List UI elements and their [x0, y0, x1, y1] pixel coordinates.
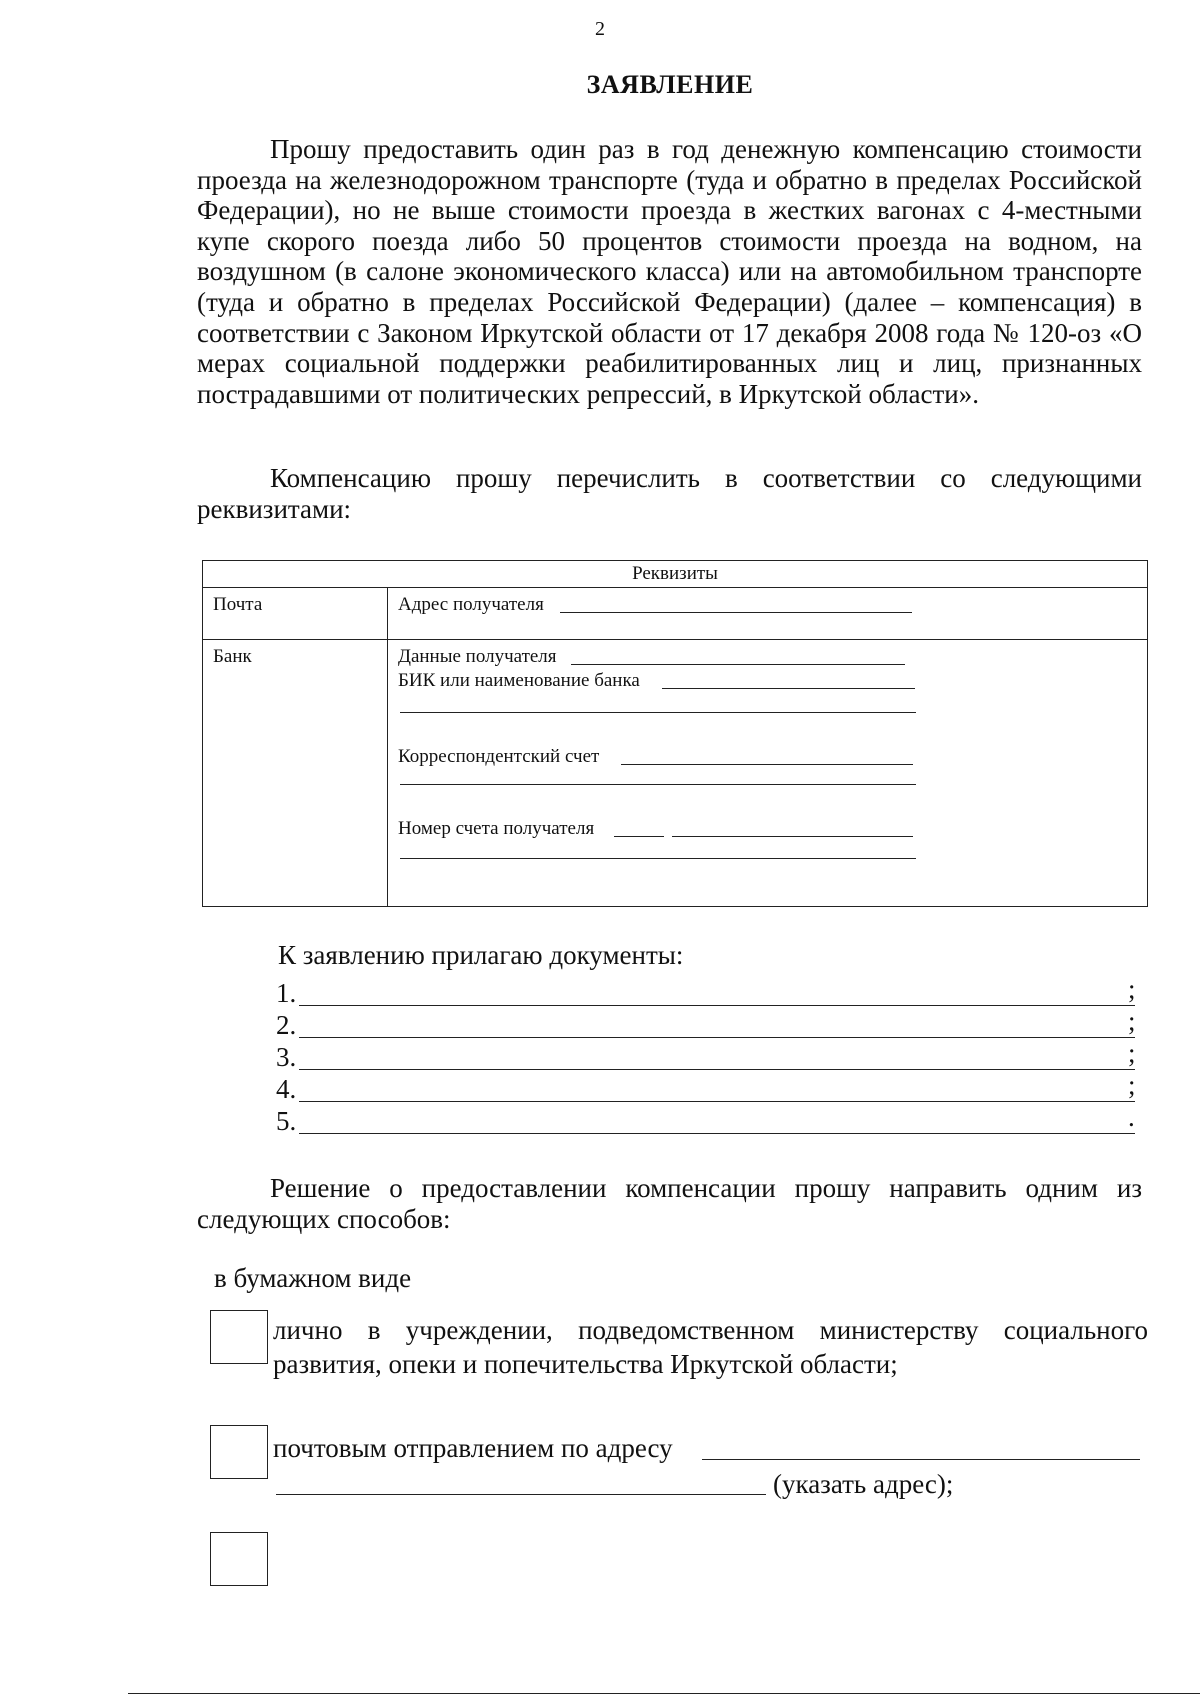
- attachments-title: К заявлению прилагаю документы:: [278, 940, 684, 970]
- account-number-field-a[interactable]: [614, 836, 664, 837]
- recipient-data-label: Данные получателя: [398, 646, 557, 667]
- bik-field[interactable]: [662, 688, 915, 689]
- mail-label: Почта: [213, 594, 263, 615]
- attachment-row: [276, 1006, 1136, 1042]
- in-person-checkbox[interactable]: [210, 1310, 268, 1364]
- mail-fields: [388, 588, 1148, 640]
- attachment-number: 3.: [276, 1042, 297, 1072]
- attachment-row: [276, 1102, 1136, 1138]
- decision-paragraph: Решение о предоставлении компенсации прошу направить одним из следующих способов:: [197, 1173, 1142, 1234]
- by-mail-checkbox[interactable]: [210, 1425, 268, 1479]
- attachment-row: [276, 1070, 1136, 1106]
- attachment-punctuation: .: [1128, 1102, 1135, 1132]
- corr-account-label: Корреспондентский счет: [398, 746, 600, 767]
- mail-address-field-continued[interactable]: [276, 1494, 766, 1495]
- attachment-number: 5.: [276, 1106, 297, 1136]
- attachment-number: 4.: [276, 1074, 297, 1104]
- third-option-checkbox[interactable]: [210, 1532, 268, 1586]
- account-number-label: Номер счета получателя: [398, 818, 595, 839]
- attachment-punctuation: ;: [1128, 974, 1136, 1004]
- bank-fields: [388, 640, 1148, 907]
- attachment-row: [276, 1038, 1136, 1074]
- mail-cell: [203, 588, 388, 640]
- page-bottom-rule: [128, 1693, 1200, 1694]
- attachment-field[interactable]: [299, 1133, 1135, 1134]
- attachment-number: 2.: [276, 1010, 297, 1040]
- corr-account-field-continued[interactable]: [400, 784, 916, 785]
- recipient-address-label: Адрес получателя: [398, 594, 544, 615]
- mail-address-hint: (указать адрес);: [773, 1469, 954, 1499]
- attachment-punctuation: ;: [1128, 1006, 1136, 1036]
- attachment-field[interactable]: [299, 1005, 1135, 1006]
- bik-label: БИК или наименование банка: [398, 670, 640, 691]
- account-number-field-b[interactable]: [672, 836, 913, 837]
- attachment-field[interactable]: [299, 1037, 1135, 1038]
- paper-form-heading: в бумажном виде: [214, 1263, 412, 1293]
- attachment-number: 1.: [276, 978, 297, 1008]
- document-title: ЗАЯВЛЕНИЕ: [586, 70, 754, 99]
- attachment-field[interactable]: [299, 1101, 1135, 1102]
- recipient-data-field[interactable]: [571, 664, 905, 665]
- transfer-paragraph: Компенсацию прошу перечислить в соответствии со следующими реквизитами:: [197, 463, 1142, 524]
- attachment-row: [276, 974, 1136, 1010]
- corr-account-field[interactable]: [621, 764, 913, 765]
- attachment-punctuation: ;: [1128, 1070, 1136, 1100]
- attachment-punctuation: ;: [1128, 1038, 1136, 1068]
- mail-address-field[interactable]: [702, 1459, 1140, 1460]
- request-paragraph: Прошу предоставить один раз в год денежную компенсацию стоимости проезда на железнодорожном транспорте (туда и обратно в пределах Российской Федерации), но не выше стоимости проезда в жестких вагонах с 4-местными купе скорого поезда либо 50 процентов стоимости проезда на водном, на воздушном (в салоне экономического класса) или на автомобильном транспорте (туда и обратно в пределах Российской Федерации) (далее – компенсация) в соответствии с Законом Иркутской области от 17 декабря 2008 года № 120-оз «О мерах социальной поддержки реабилитированных лиц и лиц, признанных пострадавшими от политических репрессий, в Иркутской области».: [197, 134, 1142, 409]
- page-number: 2: [595, 18, 605, 40]
- bank-cell: [203, 640, 388, 907]
- recipient-address-field[interactable]: [560, 612, 912, 613]
- bank-label: Банк: [213, 646, 252, 667]
- requisites-header: Реквизиты: [203, 561, 1148, 588]
- account-number-field-continued[interactable]: [400, 858, 916, 859]
- bik-field-continued[interactable]: [400, 712, 916, 713]
- requisites-table: [202, 560, 1148, 907]
- in-person-option-label: лично в учреждении, подведомственном министерству социального развития, опеки и попечительства Иркутской области;: [273, 1315, 1148, 1379]
- by-mail-option-label: почтовым отправлением по адресу: [273, 1433, 673, 1463]
- attachment-field[interactable]: [299, 1069, 1135, 1070]
